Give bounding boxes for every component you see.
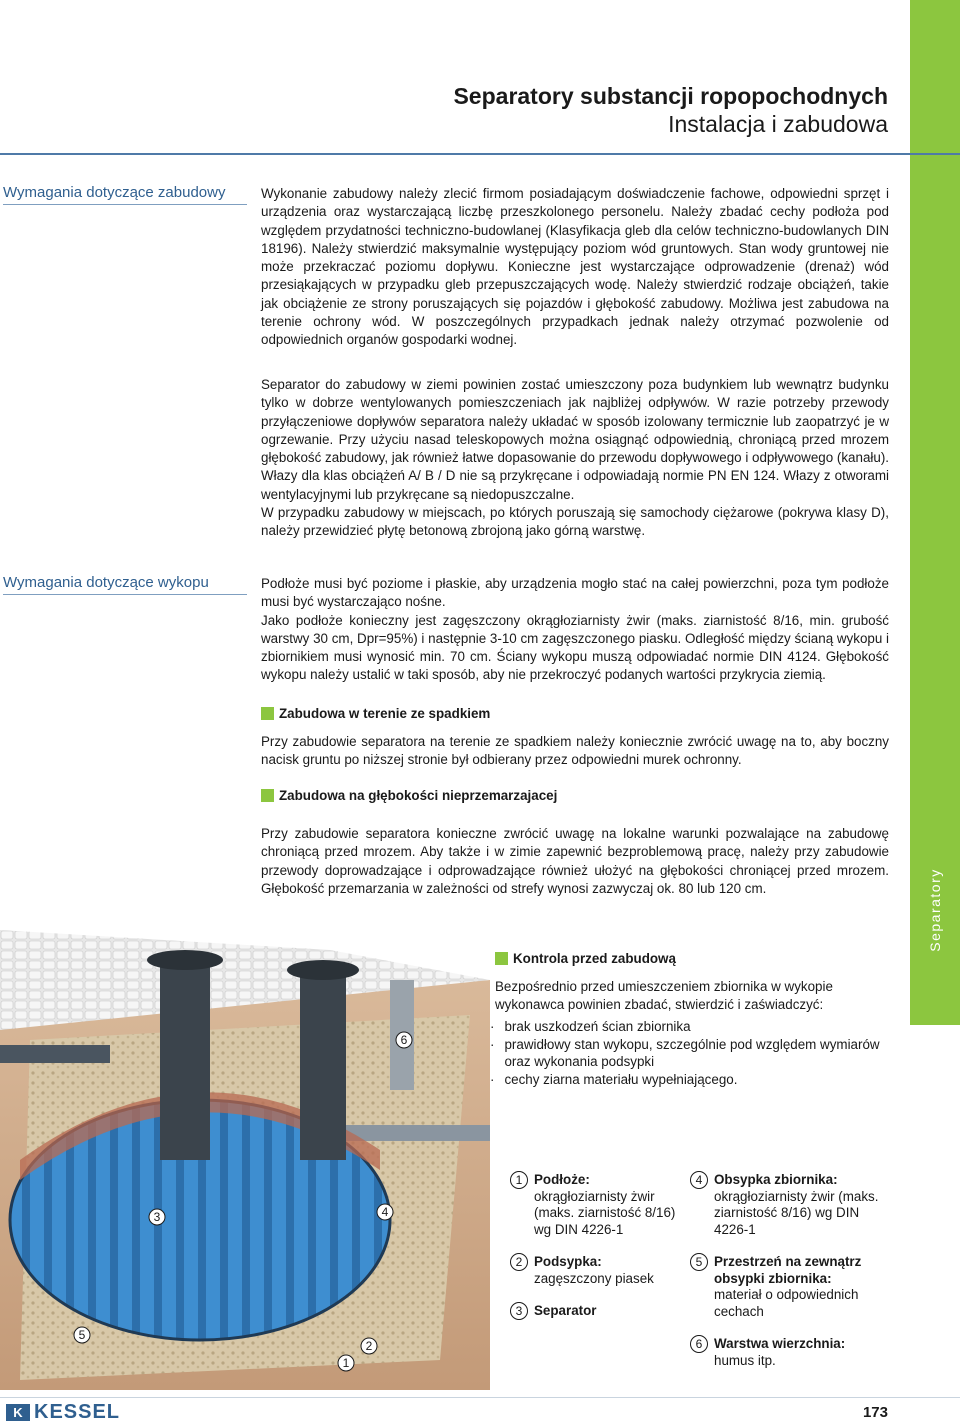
spadek-paragraph: Przy zabudowie separatora na terenie ze spadkiem należy koniecznie zwrócić uwagę na to, aby boczny nacisk gruntu po niższej stronie był odbierany przez odpowiedni murek ochronny. — [261, 734, 889, 768]
marker-4: 4 — [381, 1205, 389, 1219]
kontrola-text: Bezpośrednio przed umieszczeniem zbiornika w wykopie wykonawca powinien zbadać, stwierdzić i zaświadczyć: — [495, 979, 833, 1012]
legend-number: 3 — [510, 1302, 528, 1320]
kessel-logo-text: KESSEL — [34, 1401, 121, 1423]
mroz-paragraph: Przy zabudowie separatora konieczne zwrócić uwagę na lokalne warunki pozwalające na zabudowę chroniącą przed mrozem. Aby także i w zimie zapewnić bezproblemową pracę, należy przy zabudowie przewody doprowadzające i odprowadzające również ułożyć na głębokości chroniącej przed mrozem. Głębokość przemarzania w zależności od strefy wynosi zazwyczaj ok. 80 lub 120 cm. — [261, 826, 889, 896]
shaft-right — [300, 970, 346, 1160]
spadek-text — [261, 733, 889, 770]
page-title-sub: Instalacja i zabudowa — [668, 111, 888, 137]
section-heading-wykop: Wymagania dotyczące wykopu — [3, 574, 247, 595]
list-item: · brak uszkodzeń ścian zbiornika — [490, 1019, 691, 1034]
legend-number: 2 — [510, 1253, 528, 1271]
list-item: · cechy ziarna materiału wypełniającego. — [490, 1071, 738, 1087]
legend-number: 5 — [690, 1253, 708, 1271]
page-title — [453, 82, 888, 138]
subheading-mroz-label: Zabudowa na głębokości nieprzemarzajacej — [279, 788, 558, 803]
legend-item-2: 2 Podsypka: zagęszczony piasek — [510, 1254, 680, 1287]
wykop-paragraph-1: Podłoże musi być poziome i płaskie, aby urządzenia mogło stać na całej powierzchni, poza tym podłoże musi być wystarczająco nośne. — [261, 576, 889, 610]
marker-6: 6 — [400, 1033, 408, 1047]
legend-item-3: 3 Separator — [510, 1303, 680, 1320]
green-square-icon — [261, 707, 274, 720]
subheading-kontrola-label: Kontrola przed zabudową — [513, 951, 676, 966]
kontrola-bullets — [490, 1018, 890, 1088]
section-heading-zabudowa: Wymagania dotyczące zabudowy — [3, 184, 247, 205]
inlet-pipe — [0, 1045, 110, 1063]
subheading-kontrola — [495, 951, 676, 966]
legend-number: 6 — [690, 1335, 708, 1353]
marker-1: 1 — [342, 1356, 350, 1370]
legend-number: 4 — [690, 1171, 708, 1189]
subheading-spadek — [261, 706, 490, 721]
wykop-paragraph-2: Jako podłoże konieczny jest zagęszczony okrągłoziarnisty żwir (maks. ziarnistość 8/16, min. grubość warstwy 30 cm, Dpr=95%) i następnie 3-10 cm zagęszczonego piasku. Odległość między ścianą wykopu i zbiornikiem musi wynosić min. 70 cm. Ściany wykopu muszą odpowiadać normie DIN 4124. Głębokość wykopu należy ustalić w taki sposób, aby nie przekroczyć podanych wartości przykrycia ziemią. — [261, 612, 889, 683]
zabudowa-paragraph-3: W przypadku zabudowy w miejscach, po których poruszają się samochody ciężarowe (pokrywa klasy D), należy przewidzieć płytę betonową zbrojoną jako górną warstwę. — [261, 505, 889, 539]
zabudowa-text-2 — [261, 376, 889, 541]
zabudowa-text — [261, 185, 889, 350]
page-title-main: Separatory substancji ropopochodnych — [453, 83, 888, 109]
subheading-spadek-label: Zabudowa w terenie ze spadkiem — [279, 706, 491, 721]
mroz-text — [261, 825, 889, 898]
side-tab-label: Separatory — [927, 868, 943, 952]
legend-number: 1 — [510, 1171, 528, 1189]
zabudowa-paragraph-1: Wykonanie zabudowy należy zlecić firmom posiadającym doświadczenie fachowe, odpowiedni sprzęt i urządzenia oraz wystarczającą liczbę przeszkolonego personelu. Należy zbadać cechy podłoża pod względem przydatności techniczno-budowlanej (Klasyfikacja gleb dla celów techniczno-budowlanych DIN 18196). Należy stwierdzić maksymalnie występujący poziom wód gruntowych. Stan wody gruntowej nie może przekraczać poziomu dopływu. Konieczne jest wystarczające odprowadzenie (drenaż) wód przesiąkających w przypadku gleb przepuszczających wodę. Należy stwierdzić rodzaje obciążeń, takie jak obciążenie ze strony poruszających się pojazdów i głębokość zabudowy. Możliwa jest zabudowa na terenie ochrony wód. W poszczególnych przypadkach jednak należy otrzymać pozwolenie od odpowiednich organów gospodarki wodnej. — [261, 186, 889, 348]
zabudowa-paragraph-2: Separator do zabudowy w ziemi powinien zostać umieszczony poza budynkiem lub wewnątrz budynku tylko w dobrze wentylowanych pomieszczeniach jak najbliżej odpływów. W razie potrzeby przewody przyłączeniowe dopływów separatora należy układać w sposób izolowany termicznie lub zaopatrzyć je w ogrzewanie. Przy użyciu nasad teleskopowych można osiągnąć odpowiednią, chroniącą przed mrozem głębokość zabudowy, jak również łatwe dopasowanie do przewodu dopływowego i odpływowego (kanału). Włazy dla klas obciążeń A/ B / D nie są przykręcane i odpowiadają normie PN EN 124. Włazy z otworami wentylacyjnymi lub przykręcane są niedopuszczalne. — [261, 377, 889, 502]
legend-item-4: 4 Obsypka zbiornika: okrągłoziarnisty żwir (maks. ziarnistość 8/16) wg DIN 4226-1 — [690, 1172, 880, 1238]
green-square-icon — [261, 789, 274, 802]
shaft-left — [160, 960, 210, 1160]
footer-divider — [0, 1397, 960, 1398]
marker-3: 3 — [153, 1210, 161, 1224]
separator-installation-illustration — [0, 920, 490, 1390]
marker-5: 5 — [78, 1328, 86, 1342]
list-item: · prawidłowy stan wykopu, szczególnie pod względem wymiarów oraz wykonania podsypki — [490, 1036, 880, 1069]
page-number: 173 — [862, 1404, 888, 1421]
wykop-text — [261, 575, 889, 685]
title-divider — [0, 153, 960, 155]
subheading-mroz — [261, 788, 557, 803]
green-square-icon — [495, 952, 508, 965]
kessel-logo-icon: K — [6, 1404, 30, 1421]
legend-item-5: 5 Przestrzeń na zewnątrz obsypki zbiornika: materiał o odpowiednich cechach — [690, 1254, 880, 1320]
kessel-logo — [6, 1401, 120, 1423]
legend-item-1: 1 Podłoże: okrągłoziarnisty żwir (maks. ziarnistość 8/16) wg DIN 4226-1 — [510, 1172, 680, 1238]
legend-item-6: 6 Warstwa wierzchnia: humus itp. — [690, 1336, 880, 1369]
marker-2: 2 — [365, 1339, 373, 1353]
